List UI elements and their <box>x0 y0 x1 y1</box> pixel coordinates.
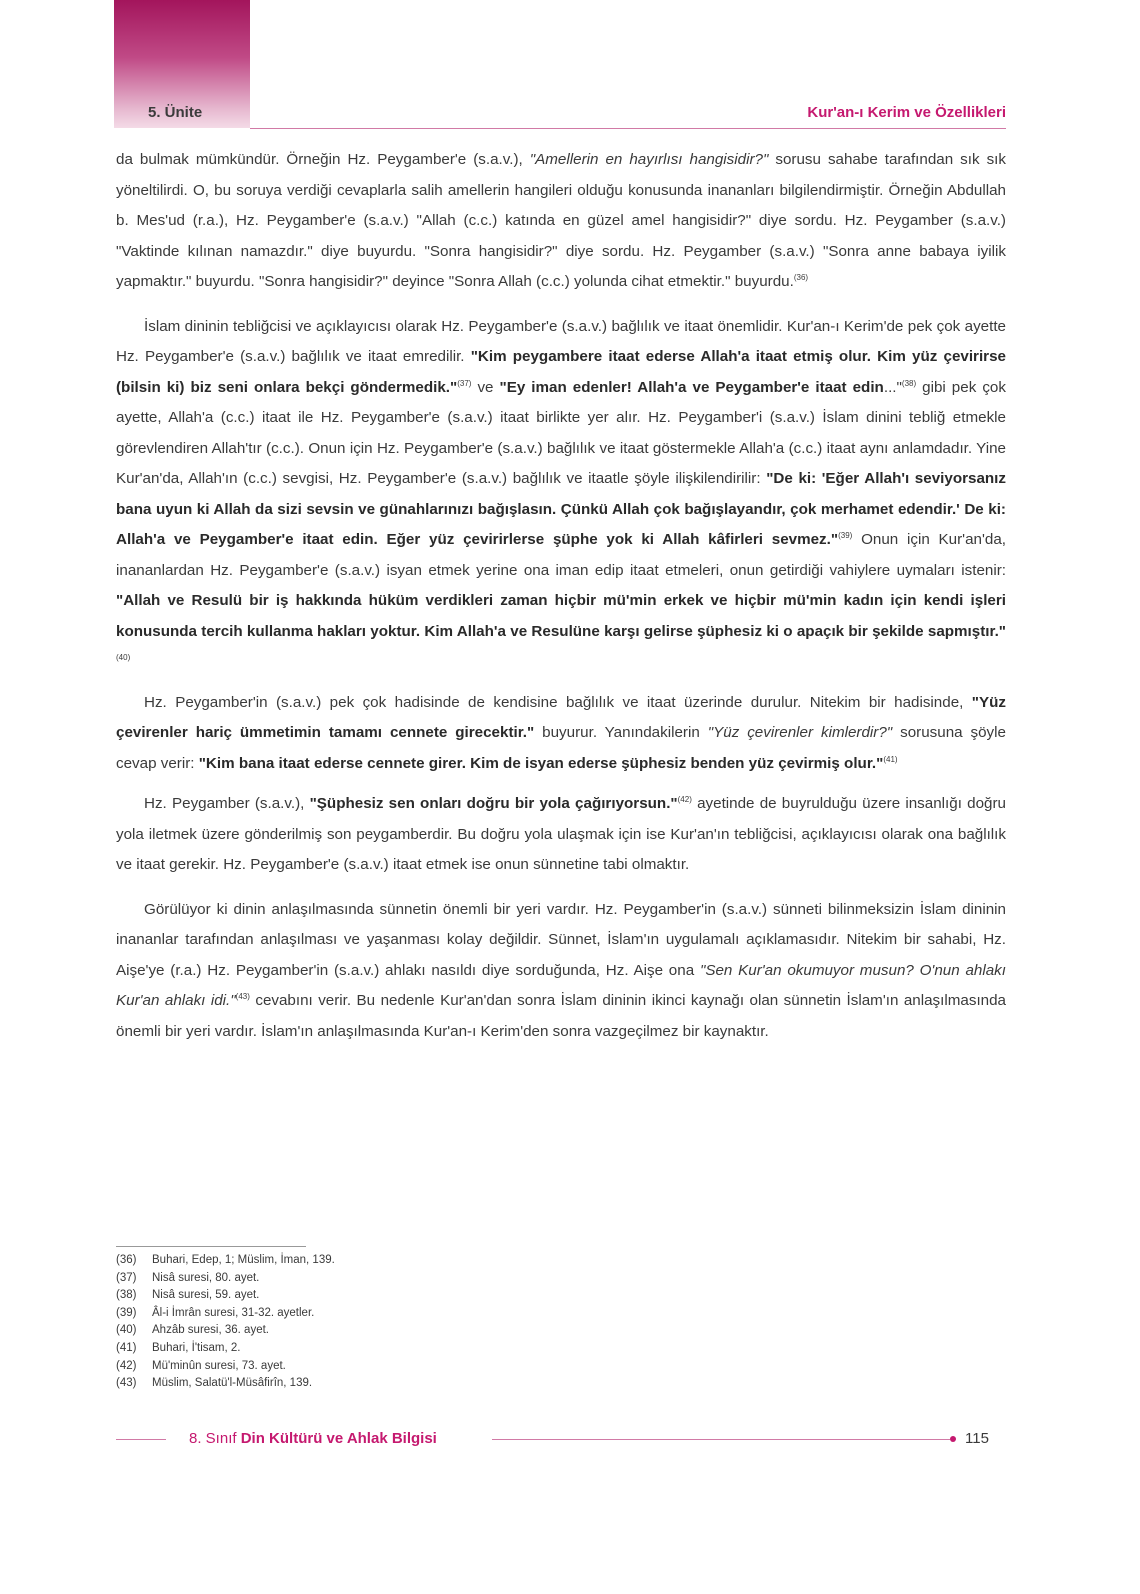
footer-divider-left <box>116 1439 166 1440</box>
footnote-ref: (39) <box>838 531 853 540</box>
footer-grade: 8. Sınıf <box>189 1430 237 1447</box>
footer-divider-right <box>492 1439 950 1440</box>
paragraph-3: Hz. Peygamber'in (s.a.v.) pek çok hadisinde de kendisine bağlılık ve itaat üzerinde durulur. Nitekim bir hadisinde, "Yüz çevirenler hariç ümmetimin tamamı cennete girecektir." buyurur. Yanındakilerin "Yüz çevirenler kimlerdir?" sorusuna şöyle cevap verir: "Kim bana itaat ederse cennete girer. Kim de isyan ederse şüphesiz benden yüz çevirmiş olur."$^{(41)}$ <box>116 693 1006 772</box>
quote-bold: "Kim bana itaat ederse cennete girer. Kim de isyan ederse şüphesiz benden yüz çevirmiş olur." <box>198 754 884 772</box>
footer-book-title <box>189 1430 437 1447</box>
paragraph-2: İslam dininin tebliğcisi ve açıklayıcısı olarak Hz. Peygamber'e (s.a.v.) bağlılık ve itaat önemlidir. Kur'an-ı Kerim'de pek çok ayette Hz. Peygamber'e (s.a.v.) bağlılık ve itaat emredilir. "Kim peygambere itaat ederse Allah'a itaat etmiş olur. Kim yüz çevirirse (bilsin ki) biz seni onlara bekçi göndermedik."$^{(37)}$ ve "Ey iman edenler! Allah'a ve Peygamber'e itaat edin..."$^{(38)}$ gibi pek çok ayette, Allah'a (c.c.) itaat ile Hz. Peygamber'e (s.a.v.) itaat birlikte yer alır. Hz. Peygamber'i (s.a.v.) İslam dinini tebliğ etmekle görevlendiren Allah'tır (c.c.). Onun için Hz. Peygamber'e (s.a.v.) bağlılık ve itaat göstermekle Allah'a (c.c.) itaat aynı anlamdadır. Yine Kur'an'da, Allah'ın (c.c.) sevgisi, Hz. Peygamber'e (s.a.v.) bağlılık ve itaatle şöyle ilişkilendirilir: "De ki: 'Eğer Allah'ı seviyorsanız bana uyun ki Allah da sizi sevsin ve günahlarınızı bağışlasın. Çünkü Allah çok bağışlayandır, çok merhamet edendir.' De ki: Allah'a ve Peygamber'e itaat edin. Eğer yüz çevirirlerse şüphe yok ki Allah kâfirleri sevmez."$^{(39)}$ Onun için Kur'an'da, inananlardan Hz. Peygamber'e (s.a.v.) isyan etmek yerine ona iman edip itaat etmeleri, onun getirdiği vahiylere uymaları istenir: "Allah ve Resulü bir iş hakkında hüküm verdikleri zaman hiçbir mü'min erkek ve hiçbir mü'min kadın için kendi işleri konusunda tercih kullanma hakları yoktur. Kim Allah'a ve Resulüne karşı gelirse şüphesiz ki o apaçık bir şekilde sapmıştır."$^{(40)}$ <box>116 317 1006 662</box>
footer-book-name: Din Kültürü ve Ahlak Bilgisi <box>240 1430 437 1447</box>
paragraph-1: da bulmak mümkündür. Örneğin Hz. Peygamber'e (s.a.v.), "Amellerin en hayırlısı hangisidir?" sorusu sahabe tarafından sık sık yöneltilirdi. O, bu soruya verdiği cevaplarla salih amellerin hangileri olduğu konusunda inananları bilgilendirmiştir. Örneğin Abdullah b. Mes'ud (r.a.), Hz. Peygamber'e (s.a.v.) "Allah (c.c.) katında en güzel amel hangisidir?" diye sordu. Hz. Peygamber (s.a.v.) "Vaktinde kılınan namazdır." diye buyurdu. "Sonra hangisidir?" diye sordu. Hz. Peygamber (s.a.v.) "Sonra anne babaya iyilik yapmaktır." buyurdu. "Sonra hangisidir?" deyince "Sonra Allah (c.c.) yolunda cihat etmektir." buyurdu.$^{(36)}$ <box>116 151 1006 290</box>
footnote-item: (43) Müslim, Salatü'l-Müsâfirîn, 139. <box>116 1377 313 1390</box>
quote-bold: "Kim peygambere itaat ederse Allah'a itaat etmiş olur. Kim yüz çevirirse (bilsin ki) biz seni onlara bekçi göndermedik." <box>116 348 1006 396</box>
quote-bold: "De ki: 'Eğer Allah'ı seviyorsanız bana uyun ki Allah da sizi sevsin ve günahlarınızı bağışlasın. Çünkü Allah çok bağışlayandır, çok merhamet edendir.' De ki: Allah'a ve Peygamber'e itaat edin. Eğer yüz çevirirlerse şüphe yok ki Allah kâfirleri sevmez." <box>116 470 1006 548</box>
page-number: 115 <box>965 1430 989 1447</box>
footnote-ref: (42) <box>677 795 692 804</box>
footnote-ref: (38) <box>901 378 917 388</box>
quote-bold: "Ey iman edenler! Allah'a ve Peygamber'e itaat edin <box>499 378 884 396</box>
paragraph-5: Görülüyor ki dinin anlaşılmasında sünnetin önemli bir yeri vardır. Hz. Peygamber'in (s.a.v.) sünneti bilinmeksizin İslam dininin inananlar tarafından anlaşılması ve yaşanması kolay değildir. Sünnet, İslam'ın uygulamalı açıklamasıdır. Nitekim bir sahabi, Hz. Aişe'ye (r.a.) Hz. Peygamber'in (s.a.v.) ahlakı nasıldı diye sorduğunda, Hz. Aişe ona "Sen Kur'an okumuyor musun? O'nun ahlakı Kur'an ahlakı idi."$^{(43)}$ cevabını verir. Bu nedenle Kur'an'dan sonra İslam dininin ikinci kaynağı olan sünnetin İslam'ın anlaşılmasında önemli bir yeri vardır. İslam'ın anlaşılmasında Kur'an-ı Kerim'den sonra vazgeçilmez bir kaynaktır. <box>116 900 1006 1040</box>
footer-dot <box>950 1436 956 1442</box>
header-divider <box>250 128 1006 129</box>
footnote-item: (41) Buhari, İ'tisam, 2. <box>116 1341 241 1354</box>
main-body-text <box>116 145 1006 1057</box>
footnote-ref: (40) <box>116 653 131 662</box>
quote-bold: "Allah ve Resulü bir iş hakkında hüküm verdikleri zaman hiçbir mü'min erkek ve hiçbir mü'min kadın için kendi işleri konusunda tercih kullanma hakları yoktur. Kim Allah'a ve Resulüne karşı gelirse şüphesiz ki o apaçık bir şekilde sapmıştır." <box>116 592 1006 640</box>
footnote-ref: (37) <box>457 378 472 388</box>
footnote-item: (40) Ahzâb suresi, 36. ayet. <box>116 1324 269 1337</box>
footnote-ref: (43) <box>235 992 250 1001</box>
footnotes-list <box>116 1252 335 1393</box>
footnote-item: (37) Nisâ suresi, 80. ayet. <box>116 1271 260 1284</box>
paragraph-4: Hz. Peygamber (s.a.v.), "Şüphesiz sen onları doğru bir yola çağırıyorsun."$^{(42)}$ ayetinde de buyrulduğu üzere insanlığı doğru yola iletmek üzere gönderilmiş son peygamberdir. Bu doğru yola ulaşmak için ise Kur'an'ın tebliğcisi, açıklayıcısı olarak ona bağlılık ve itaat gerekir. Hz. Peygamber'e (s.a.v.) itaat etmek ise onun sünnetine tabi olmaktır. <box>116 795 1006 873</box>
footnote-divider <box>116 1246 306 1247</box>
unit-label: 5. Ünite <box>148 104 203 121</box>
footnote-item: (38) Nisâ suresi, 59. ayet. <box>116 1289 260 1302</box>
footnote-ref: (41) <box>883 754 898 764</box>
quote-bold: "Şüphesiz sen onları doğru bir yola çağırıyorsun." <box>309 795 678 812</box>
footnote-item: (36) Buhari, Edep, 1; Müslim, İman, 139. <box>116 1254 335 1266</box>
quote-italic: "Amellerin en hayırlısı hangisidir?" <box>529 151 769 168</box>
chapter-title: Kur'an-ı Kerim ve Özellikleri <box>807 104 1006 121</box>
quote-italic: "Sen Kur'an okumuyor musun? O'nun ahlakı Kur'an ahlakı idi." <box>116 961 1006 1009</box>
quote-bold: "Yüz çevirenler hariç ümmetimin tamamı cennete girecektir." <box>116 693 1006 741</box>
footnote-ref: (36) <box>793 273 809 282</box>
quote-italic: "Yüz çevirenler kimlerdir?" <box>707 724 893 741</box>
footnote-item: (42) Mü'minûn suresi, 73. ayet. <box>116 1359 286 1372</box>
footnote-item: (39) Âl-i İmrân suresi, 31-32. ayetler. <box>116 1306 315 1319</box>
